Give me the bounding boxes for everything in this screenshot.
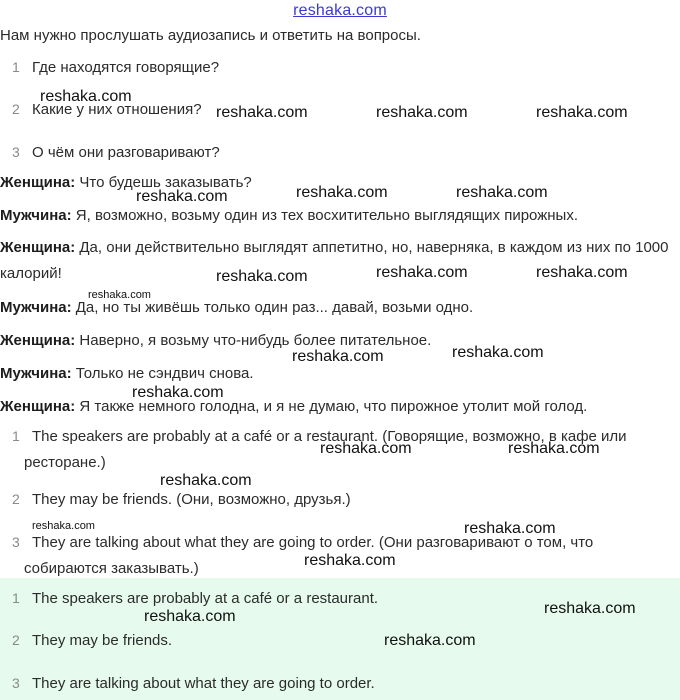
watermark: reshaka.com xyxy=(32,520,95,532)
watermark: reshaka.com xyxy=(376,104,468,121)
answer-block xyxy=(0,578,680,700)
speaker-label: Женщина: xyxy=(0,239,76,256)
speaker-label: Женщина: xyxy=(0,174,76,191)
dialogue-text: Я также немного голодна, и я не думаю, что пирожное утолит мой голод. xyxy=(75,398,588,415)
answer-text: They are talking about what they are going to order. xyxy=(32,675,375,692)
answer-text: They may be friends. xyxy=(32,632,173,649)
question-number: 1 xyxy=(12,59,20,75)
answer-number: 1 xyxy=(12,428,20,444)
speaker-label: Женщина: xyxy=(0,332,76,349)
dialogue-text: Я, возможно, возьму один из тех восхитительно выглядящих пирожных. xyxy=(71,207,578,224)
watermark: reshaka.com xyxy=(216,268,308,285)
dialogue-line xyxy=(0,207,578,224)
watermark: reshaka.com xyxy=(376,264,468,281)
watermark: reshaka.com xyxy=(40,88,132,105)
question-number: 3 xyxy=(12,144,20,160)
question-text: Где находятся говорящие? xyxy=(32,59,220,76)
question-number: 2 xyxy=(12,101,20,117)
answer-number: 1 xyxy=(12,590,20,606)
watermark: reshaka.com xyxy=(292,348,384,365)
watermark: reshaka.com xyxy=(508,440,600,457)
answer-text: They may be friends. (Они, возможно, друзья.) xyxy=(32,491,351,508)
dialogue-line xyxy=(0,332,431,349)
watermark: reshaka.com xyxy=(132,384,224,401)
speaker-label: Мужчина: xyxy=(0,365,72,382)
watermark: reshaka.com xyxy=(536,264,628,281)
dialogue-line xyxy=(0,365,254,382)
dialogue-text: Что будешь заказывать? xyxy=(75,174,252,191)
watermark: reshaka.com xyxy=(216,104,308,121)
answer-text: They are talking about what they are going to order. (Они разговаривают о том, что собираются заказывать.) xyxy=(24,534,594,577)
watermark: reshaka.com xyxy=(456,184,548,201)
dialogue-text: Только не сэндвич снова. xyxy=(71,365,254,382)
dialogue-text: Да, они действительно выглядят аппетитно, но, наверняка, в каждом из них по 1000 калорий! xyxy=(0,239,669,282)
watermark: reshaka.com xyxy=(320,440,412,457)
answer-number: 2 xyxy=(12,491,20,507)
answer-number: 3 xyxy=(12,675,20,691)
dialogue-text: Наверно, я возьму что-нибудь более питательное. xyxy=(75,332,432,349)
watermark: reshaka.com xyxy=(384,632,476,649)
watermark: reshaka.com xyxy=(536,104,628,121)
speaker-label: Мужчина: xyxy=(0,207,72,224)
answer-text: The speakers are probably at a café or a restaurant. xyxy=(32,590,379,607)
dialogue-text: Да, но ты живёшь только один раз... давай, возьми одно. xyxy=(71,299,474,316)
watermark: reshaka.com xyxy=(88,289,151,301)
speaker-label: Женщина: xyxy=(0,398,76,415)
answer-number: 3 xyxy=(12,534,20,550)
watermark: reshaka.com xyxy=(296,184,388,201)
question-text: Какие у них отношения? xyxy=(32,101,202,118)
watermark: reshaka.com xyxy=(136,188,228,205)
dialogue-line xyxy=(0,398,587,415)
watermark: reshaka.com xyxy=(304,552,396,569)
watermark: reshaka.com xyxy=(464,520,556,537)
watermark: reshaka.com xyxy=(144,608,236,625)
site-brand-link[interactable]: reshaka.com xyxy=(293,2,387,19)
task-intro: Нам нужно прослушать аудиозапись и ответить на вопросы. xyxy=(0,27,421,44)
answer-number: 2 xyxy=(12,632,20,648)
answer-text: The speakers are probably at a café or a restaurant. (Говорящие, возможно, в кафе или ресторане.) xyxy=(24,428,627,471)
dialogue-line xyxy=(0,299,473,316)
question-text: О чём они разговаривают? xyxy=(32,144,220,161)
speaker-label: Мужчина: xyxy=(0,299,72,316)
watermark: reshaka.com xyxy=(452,344,544,361)
watermark: reshaka.com xyxy=(544,600,636,617)
watermark: reshaka.com xyxy=(160,472,252,489)
